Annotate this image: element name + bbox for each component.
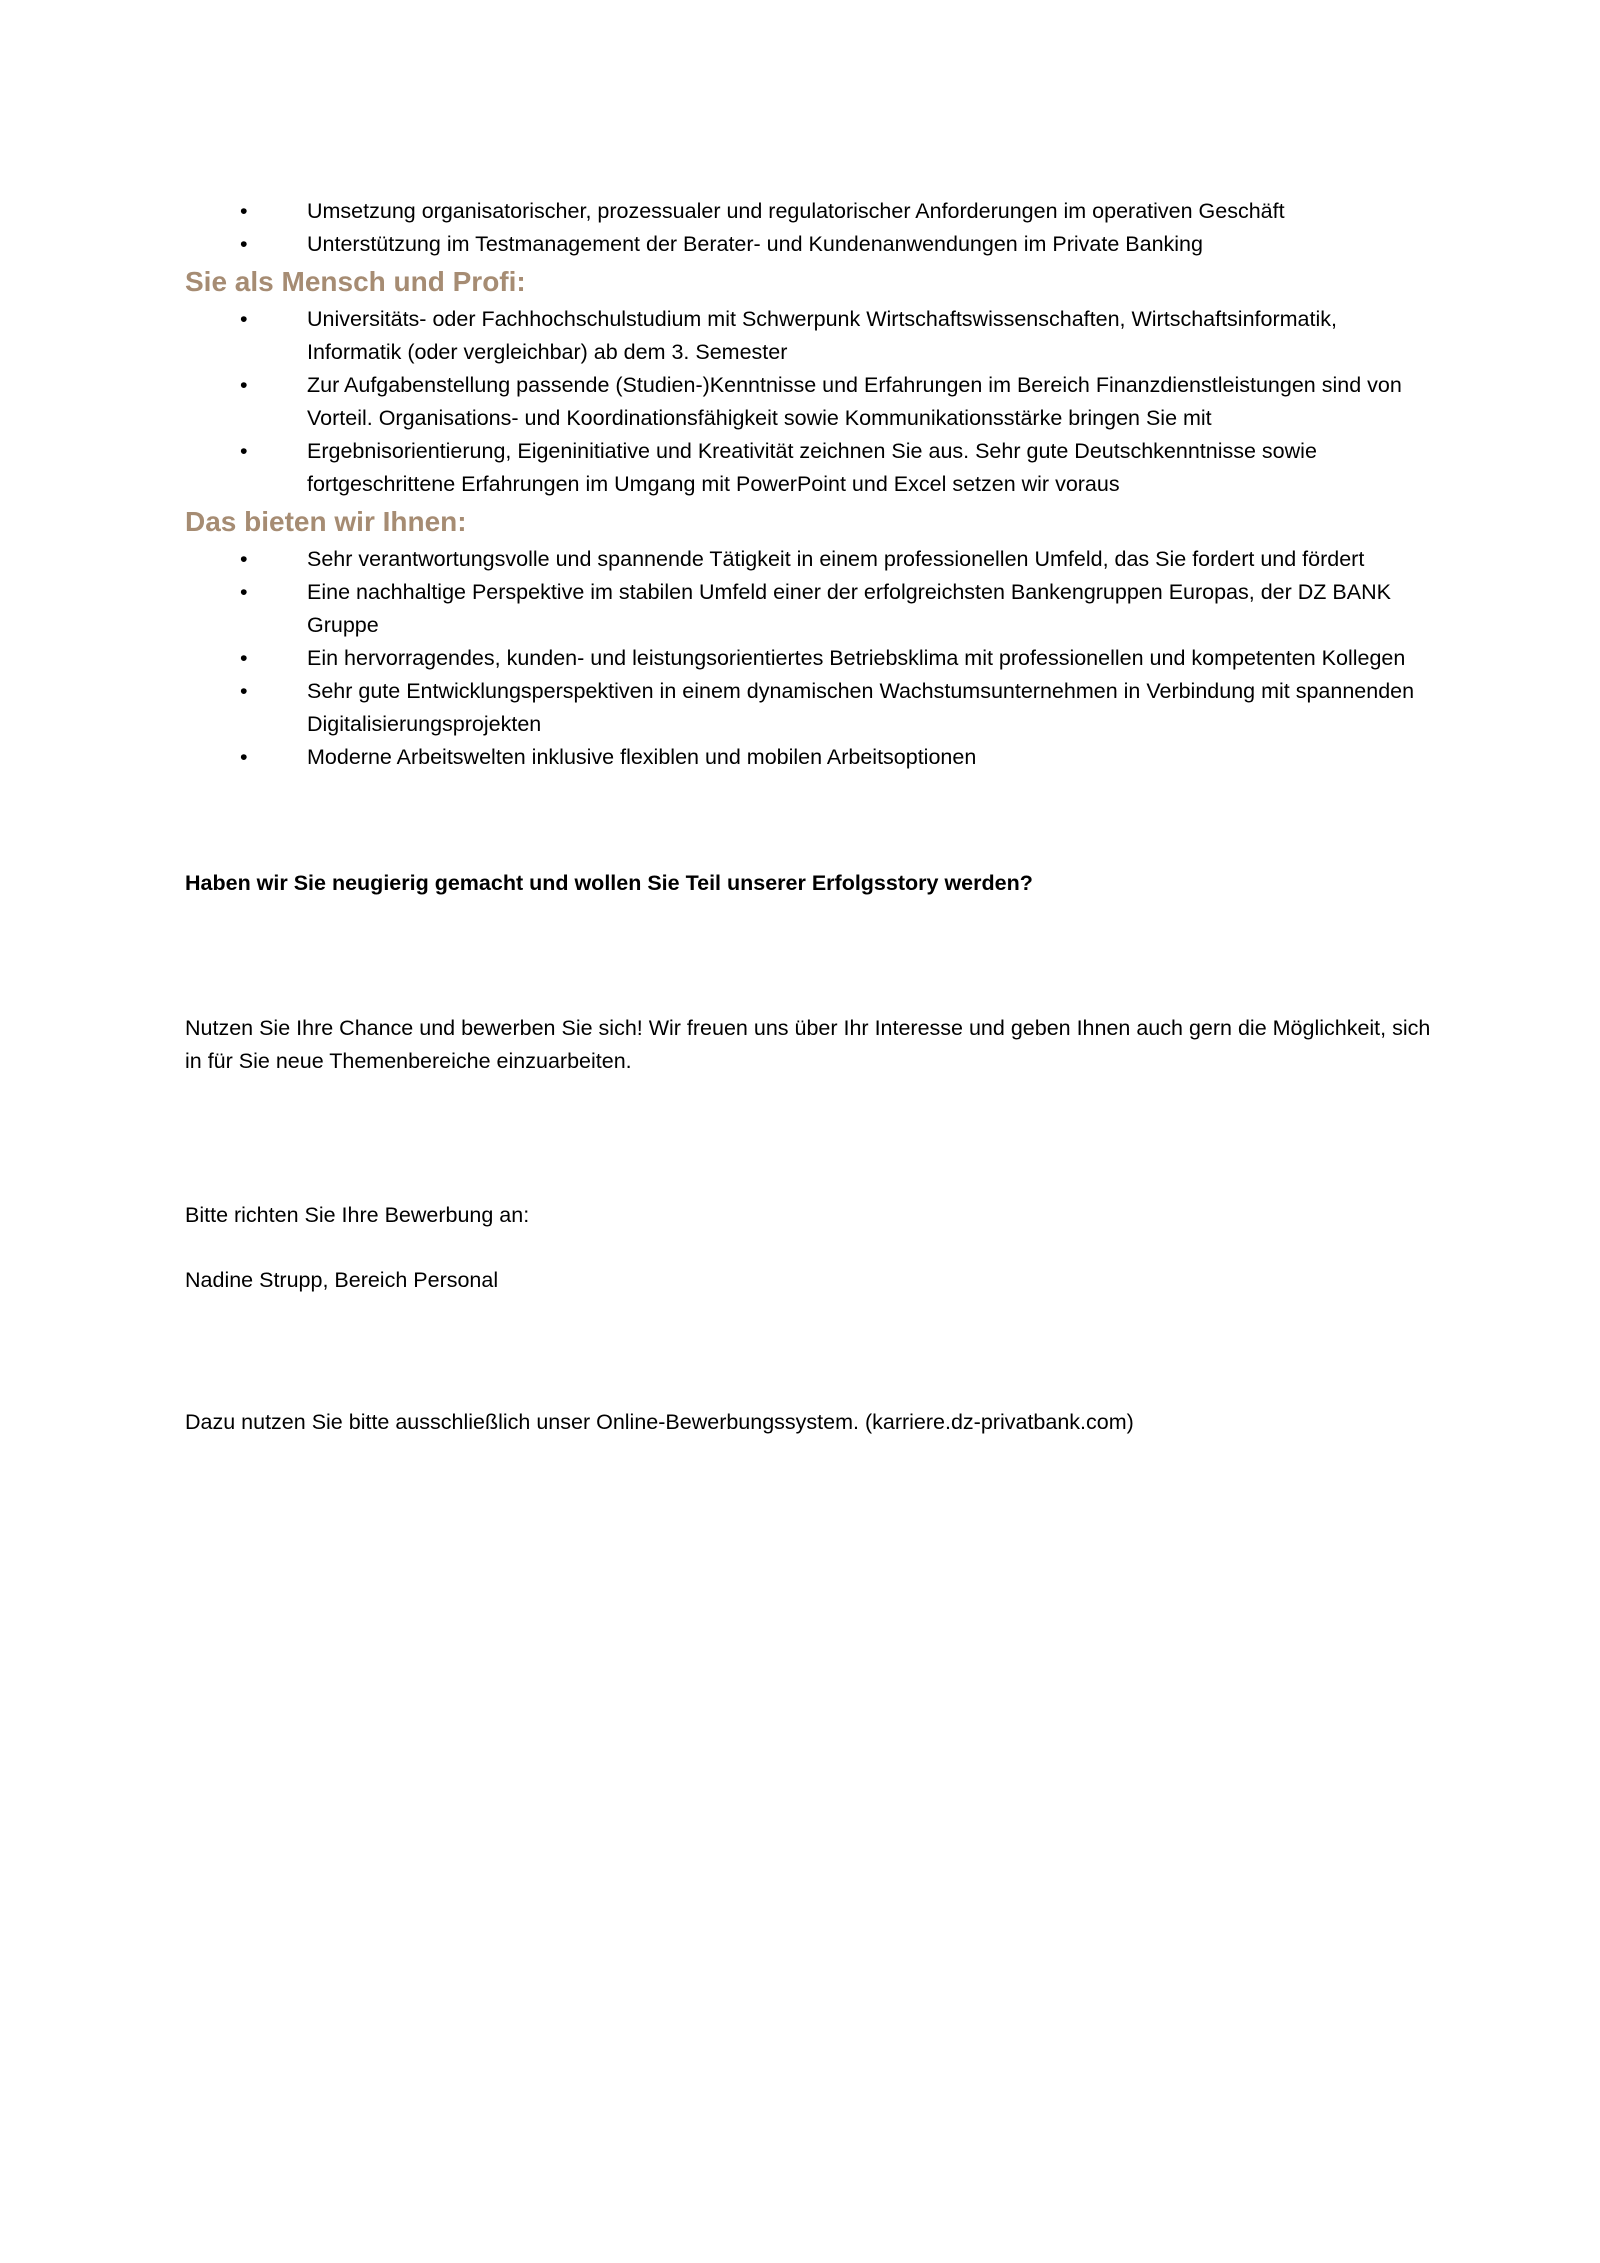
list-item: • Sehr gute Entwicklungsperspektiven in einem dynamischen Wachstumsunternehmen in Verbindung mit spannenden Digitalisierungsprojekten: [185, 675, 1415, 741]
application-to-line: Bitte richten Sie Ihre Bewerbung an:: [185, 1203, 530, 1227]
list-item: • Zur Aufgabenstellung passende (Studien-)Kenntnisse und Erfahrungen im Bereich Finanzdienstleistungen sind von Vorteil. Organisations- und Koordinationsfähigkeit sowie Kommunikationsstärke bringen Sie mit: [185, 369, 1415, 435]
closing-question: Haben wir Sie neugierig gemacht und wollen Sie Teil unserer Erfolgsstory werden?: [185, 871, 1033, 895]
invitation-paragraph: Nutzen Sie Ihre Chance und bewerben Sie sich! Wir freuen uns über Ihr Interesse und geben Ihnen auch gern die Möglichkeit, sich in für Sie neue Themenbereiche einzuarbeiten.: [185, 1016, 1431, 1073]
list-item: • Ein hervorragendes, kunden- und leistungsorientiertes Betriebsklima mit professionellen und kompetenten Kollegen: [185, 642, 1415, 675]
online-application-note: Dazu nutzen Sie bitte ausschließlich unser Online-Bewerbungssystem. (karriere.dz-privatbank.com): [185, 1410, 1134, 1434]
list-item: • Umsetzung organisatorischer, prozessualer und regulatorischer Anforderungen im operativen Geschäft: [185, 195, 1415, 228]
intro-bullet-list: [185, 195, 1450, 261]
contact-person-line: Nadine Strupp, Bereich Personal: [185, 1268, 499, 1292]
offer-bullet-list: [185, 543, 1450, 774]
list-item: • Moderne Arbeitswelten inklusive flexiblen und mobilen Arbeitsoptionen: [185, 741, 1415, 774]
list-item: • Universitäts- oder Fachhochschulstudium mit Schwerpunk Wirtschaftswissenschaften, Wirtschaftsinformatik, Informatik (oder vergleichbar) ab dem 3. Semester: [185, 303, 1415, 369]
section-heading-offer: Das bieten wir Ihnen:: [185, 506, 467, 537]
list-item: • Unterstützung im Testmanagement der Berater- und Kundenanwendungen im Private Banking: [185, 228, 1415, 261]
profile-bullet-list: [185, 303, 1450, 501]
list-item: • Sehr verantwortungsvolle und spannende Tätigkeit in einem professionellen Umfeld, das Sie fordert und fördert: [185, 543, 1415, 576]
section-heading-profile: Sie als Mensch und Profi:: [185, 266, 526, 297]
list-item: • Eine nachhaltige Perspektive im stabilen Umfeld einer der erfolgreichsten Bankengruppen Europas, der DZ BANK Gruppe: [185, 576, 1415, 642]
list-item: • Ergebnisorientierung, Eigeninitiative und Kreativität zeichnen Sie aus. Sehr gute Deutschkenntnisse sowie fortgeschrittene Erfahrungen im Umgang mit PowerPoint und Excel setzen wir voraus: [185, 435, 1415, 501]
